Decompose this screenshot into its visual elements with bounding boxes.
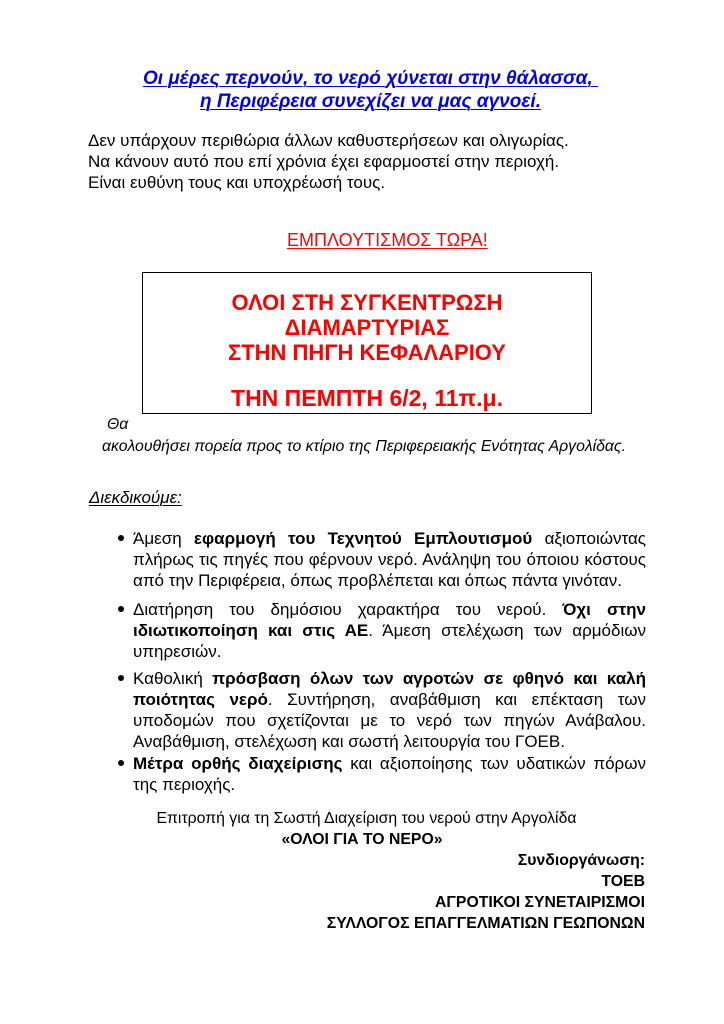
coorganizers-label: Συνδιοργάνωση: (517, 851, 645, 869)
bullet-icon (118, 760, 124, 766)
demand-text-4 (133, 753, 646, 795)
demand-text-bold: εφαρμογή του Τεχνητού Εμπλουτισμού (193, 528, 533, 548)
demand-text-regular: αξιοποιώντας πλήρως τις πηγές που φέρνουν νερό. Ανάληψη του όποιου κόστους από την Περιφέρεια, όπως προβλέπεται και όπως πάντα γινόταν. (133, 528, 646, 590)
announcement-datetime: ΤΗΝ ΠΕΜΠΤΗ 6/2, 11π.μ. (231, 385, 503, 411)
demand-text-3 (133, 668, 646, 752)
intro-line-3: Είναι ευθύνη τους και υποχρέωσή τους. (88, 172, 386, 192)
bullet-icon (118, 535, 124, 541)
announcement-line-2: ΔΙΑΜΑΡΤΥΡΙΑΣ (284, 314, 450, 340)
demand-text-regular: Διατήρηση του δημόσιου χαρακτήρα του νερού. (133, 599, 563, 619)
demand-text-bold: πρόσβαση όλων των αγροτών σε φθηνό και καλή ποιότητας νερό (133, 668, 646, 709)
demand-text-2 (133, 599, 646, 662)
announcement-line-3: ΣΤΗΝ ΠΗΓΗ ΚΕΦΑΛΑΡΙΟΥ (228, 339, 506, 365)
demand-text-regular: Καθολική (133, 668, 213, 688)
demands-heading: Διεκδικούμε: (89, 487, 182, 507)
coorganizer-1: ΤΟΕΒ (601, 872, 645, 890)
slogan-heading: ΕΜΠΛΟΥΤΙΣΜΟΣ ΤΩΡΑ! (287, 230, 488, 250)
coorganizer-2: ΑΓΡΟΤΙΚΟΙ ΣΥΝΕΤΑΙΡΙΣΜΟΙ (435, 893, 645, 911)
coorganizer-3: ΣΥΛΛΟΓΟΣ ΕΠΑΓΓΕΛΜΑΤΙΩΝ ΓΕΩΠΟΝΩΝ (326, 914, 645, 932)
demand-text-bold: Όχι στην ιδιωτικοποίηση και στις ΑΕ (133, 599, 646, 640)
march-note-line-2: ακολουθήσει πορεία προς το κτίριο της Περιφερειακής Ενότητας Αργολίδας. (102, 438, 626, 455)
intro-line-2: Να κάνουν αυτό που επί χρόνια έχει εφαρμοστεί στην περιοχή. (88, 151, 560, 171)
committee-line: Επιτροπή για τη Σωστή Διαχείριση του νερού στην Αργολίδα (156, 809, 577, 827)
bullet-icon (118, 675, 124, 681)
demand-text-regular: . Άμεση στελέχωση των αρμόδιων υπηρεσιών. (133, 620, 647, 661)
intro-line-1: Δεν υπάρχουν περιθώρια άλλων καθυστερήσεων και ολιγωρίας. (88, 130, 569, 150)
demand-text-regular: Άμεση (133, 528, 194, 548)
committee-name: «ΟΛΟΙ ΓΙΑ ΤΟ ΝΕΡΟ» (281, 830, 443, 848)
demand-text-regular: και αξιοποίησης των υδατικών πόρων της περιοχής. (133, 753, 646, 794)
title-line-2: η Περιφέρεια συνεχίζει να μας αγνοεί. (200, 90, 541, 112)
demand-text-bold: Μέτρα ορθής διαχείρισης (133, 753, 343, 773)
demand-text-regular: . Συντήρηση, αναβάθμιση και επέκταση των υποδομών που σχετίζονται με το νερό των πηγών Ανάβαλου. Αναβάθμιση, στελέχωση και σωστή λειτουργία του ΓΟΕΒ. (133, 689, 646, 751)
title-line-1: Οι μέρες περνούν, το νερό χύνεται στην θάλασσα, (142, 67, 599, 89)
announcement-box (142, 272, 592, 414)
march-note-line-1: Θα (107, 416, 129, 433)
demand-text-1 (133, 528, 646, 591)
announcement-line-1: ΟΛΟΙ ΣΤΗ ΣΥΓΚΕΝΤΡΩΣΗ (231, 289, 503, 315)
bullet-icon (118, 606, 124, 612)
